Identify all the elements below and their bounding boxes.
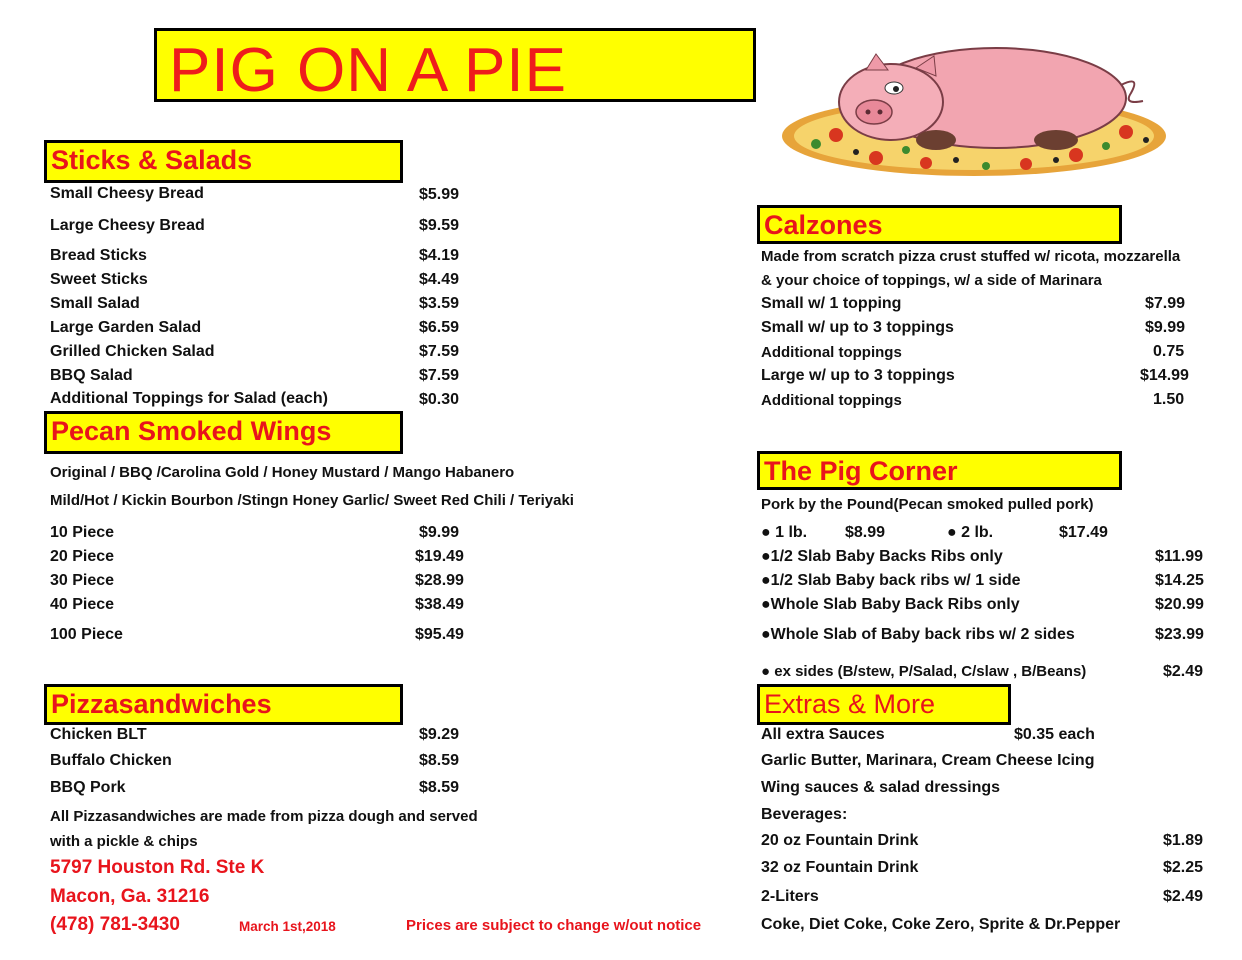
menu-item-name: Small Cheesy Bread (50, 185, 204, 202)
menu-item-price: $14.25 (1155, 572, 1204, 589)
menu-item-price: $19.49 (415, 548, 464, 565)
wing-flavors: Mild/Hot / Kickin Bourbon /Stingn Honey Garlic/ Sweet Red Chili / Teriyaki (50, 492, 574, 509)
menu-item-name: Small Salad (50, 295, 140, 312)
menu-item-name: Grilled Chicken Salad (50, 343, 215, 360)
menu-item-name: Additional toppings (761, 344, 902, 361)
title-banner (154, 28, 756, 105)
menu-item-price: 1.50 (1153, 391, 1185, 408)
section-heading: Calzones (764, 210, 883, 240)
menu-item-name: ●Whole Slab of Baby back ribs w/ 2 sides (761, 626, 1075, 643)
menu-item-name: ●1/2 Slab Baby Backs Ribs only (761, 548, 1003, 565)
menu-item-name: 10 Piece (50, 524, 115, 541)
menu-item-name: ●Whole Slab Baby Back Ribs only (761, 596, 1020, 613)
menu-item-price: $7.59 (419, 367, 460, 384)
section-heading: Sticks & Salads (51, 145, 253, 175)
menu-item-name: Additional toppings (761, 392, 902, 409)
extra-sauces-label: All extra Sauces (761, 726, 885, 743)
menu-item-price: $4.19 (419, 247, 460, 264)
section-extras (757, 684, 1011, 725)
address-city: Macon, Ga. 31216 (50, 886, 210, 907)
wing-flavors: Original / BBQ /Carolina Gold / Honey Mustard / Mango Habanero (50, 464, 515, 481)
pizzasandwich-note: with a pickle & chips (50, 833, 198, 850)
menu-item-name: 40 Piece (50, 596, 115, 613)
pork-1lb-label: ● 1 lb. (761, 524, 808, 541)
menu-item-name: Sweet Sticks (50, 271, 148, 288)
menu-item-price: $2.25 (1163, 859, 1204, 876)
menu-item-name: Buffalo Chicken (50, 752, 172, 769)
section-heading: Extras & More (764, 689, 936, 719)
page-title: PIG ON A PIE (169, 36, 567, 105)
menu-item-price: $7.99 (1145, 295, 1186, 312)
calzone-description: Made from scratch pizza crust stuffed w/ ricota, mozzarella (761, 248, 1181, 265)
extra-sauces-price: $0.35 each (1014, 726, 1095, 743)
menu-item-name: 30 Piece (50, 572, 115, 589)
menu-item-price: $0.30 (419, 391, 460, 408)
menu-item-price: $9.99 (1145, 319, 1186, 336)
menu-item-name: Additional Toppings for Salad (each) (50, 390, 328, 407)
section-sticks-salads (44, 140, 403, 183)
beverage-brands: Coke, Diet Coke, Coke Zero, Sprite & Dr.Pepper (761, 916, 1121, 933)
calzone-description: & your choice of toppings, w/ a side of Marinara (761, 272, 1102, 289)
pork-1lb-price: $8.99 (845, 524, 886, 541)
phone-number: (478) 781-3430 (50, 914, 180, 935)
menu-item-price: $4.49 (419, 271, 460, 288)
pork-2lb-price: $17.49 (1059, 524, 1108, 541)
menu-item-name: Bread Sticks (50, 247, 147, 264)
menu-item-price: $9.59 (419, 217, 460, 234)
menu-item-price: $9.29 (419, 726, 460, 743)
extra-sauces-list: Wing sauces & salad dressings (761, 779, 1001, 796)
section-calzones (757, 205, 1122, 244)
menu-item-price: $8.59 (419, 779, 460, 796)
menu-item-price: $2.49 (1163, 888, 1204, 905)
pizzasandwich-note: All Pizzasandwiches are made from pizza dough and served (50, 808, 478, 825)
menu-item-price: $2.49 (1163, 663, 1204, 680)
menu-item-price: $11.99 (1155, 548, 1204, 565)
menu-item-name: BBQ Pork (50, 779, 126, 796)
menu-item-price: $38.49 (415, 596, 464, 613)
menu-item-name: Large Garden Salad (50, 319, 202, 336)
menu-item-name: Chicken BLT (50, 726, 147, 743)
menu-item-price: $5.99 (419, 186, 460, 203)
section-heading: Pecan Smoked Wings (51, 416, 332, 446)
menu-item-price: $6.59 (419, 319, 460, 336)
menu-item-price: $28.99 (415, 572, 464, 589)
extra-sauces-list: Garlic Butter, Marinara, Cream Cheese Icing (761, 752, 1095, 769)
menu-item-name: ● ex sides (B/stew, P/Salad, C/slaw , B/Beans) (761, 663, 1087, 680)
beverages-label: Beverages: (761, 806, 848, 823)
menu-item-price: $9.99 (419, 524, 460, 541)
menu-item-price: $20.99 (1155, 596, 1204, 613)
menu-item-price: $8.59 (419, 752, 460, 769)
menu-item-name: Small w/ 1 topping (761, 295, 902, 312)
menu-item-name: 20 oz Fountain Drink (761, 832, 919, 849)
address-street: 5797 Houston Rd. Ste K (50, 857, 265, 878)
section-heading: The Pig Corner (764, 456, 958, 486)
menu-item-price: $3.59 (419, 295, 460, 312)
menu-item-price: $14.99 (1140, 367, 1189, 384)
menu-item-name: 20 Piece (50, 548, 115, 565)
menu-item-name: 2-Liters (761, 888, 819, 905)
menu-item-name: Large w/ up to 3 toppings (761, 367, 955, 384)
menu-item-name: 100 Piece (50, 626, 123, 643)
pork-2lb-label: ● 2 lb. (947, 524, 994, 541)
pig-corner-subtitle: Pork by the Pound(Pecan smoked pulled pork) (761, 496, 1094, 513)
menu-item-name: 32 oz Fountain Drink (761, 859, 919, 876)
pig-on-pizza-illustration (776, 40, 1206, 180)
menu-item-price: $1.89 (1163, 832, 1204, 849)
menu-item-price: 0.75 (1153, 343, 1185, 360)
menu-item-price: $7.59 (419, 343, 460, 360)
menu-date: March 1st,2018 (239, 919, 336, 934)
section-pizzasandwiches (44, 684, 403, 725)
section-heading: Pizzasandwiches (51, 689, 272, 719)
menu-item-name: BBQ Salad (50, 367, 133, 384)
section-wings (44, 411, 403, 454)
menu-item-price: $23.99 (1155, 626, 1204, 643)
menu-item-name: Large Cheesy Bread (50, 217, 205, 234)
price-disclaimer: Prices are subject to change w/out notice (406, 917, 702, 934)
menu-item-name: ●1/2 Slab Baby back ribs w/ 1 side (761, 572, 1021, 589)
section-pig-corner (757, 451, 1122, 490)
menu-item-price: $95.49 (415, 626, 464, 643)
menu-item-name: Small w/ up to 3 toppings (761, 319, 954, 336)
